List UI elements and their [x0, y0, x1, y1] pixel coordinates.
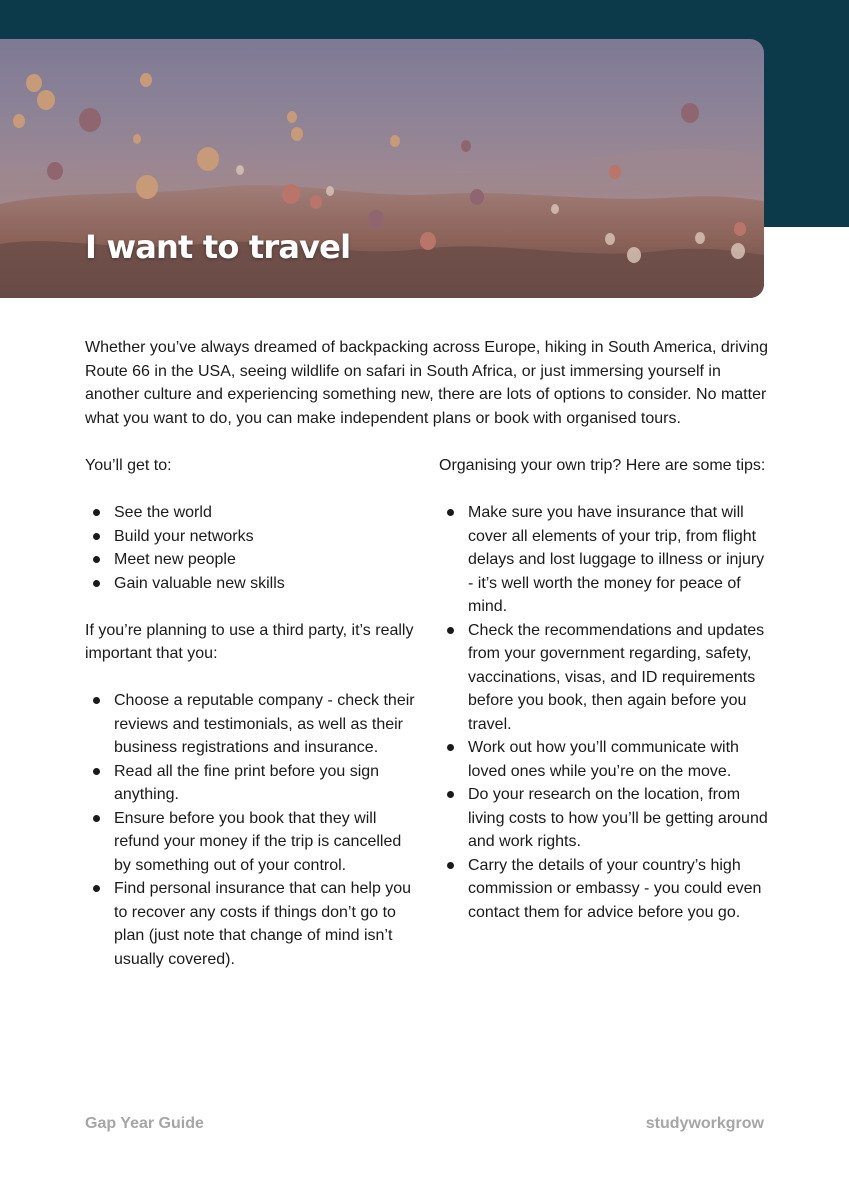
list-item: Make sure you have insurance that will cover all elements of your trip, from flight delays and lost luggage to illness or injury - it’s well worth the money for peace of mind. — [439, 501, 769, 619]
hero-image — [0, 39, 764, 298]
list-item: See the world — [85, 501, 415, 525]
list-item: Find personal insurance that can help you to recover any costs if things don’t go to plan (just note that change of mind isn’t usually covered). — [85, 877, 415, 971]
third-party-list — [85, 689, 415, 971]
bullet-icon — [447, 862, 454, 869]
bullet-icon — [93, 580, 100, 587]
bullet-icon — [447, 509, 454, 516]
list-item: Gain valuable new skills — [85, 572, 415, 596]
footer-brand: studyworkgrow — [645, 1115, 764, 1132]
tips-list — [439, 501, 769, 924]
bullet-icon — [93, 697, 100, 704]
list-item: Carry the details of your country’s high commission or embassy - you could even contact them for advice before you go. — [439, 854, 769, 925]
list-item: Check the recommendations and updates from your government regarding, safety, vaccinations, visas, and ID requirements before you book, then again before you travel. — [439, 619, 769, 737]
list-item: Read all the fine print before you sign anything. — [85, 760, 415, 807]
intro-paragraph: Whether you’ve always dreamed of backpacking across Europe, hiking in South America, driving Route 66 in the USA, seeing wildlife on safari in South Africa, or just immersing yourself in another culture and experiencing something new, there are lots of options to consider. No matter what you want to do, you can make independent plans or book with organised tours. — [85, 339, 769, 427]
bullet-icon — [93, 533, 100, 540]
list-item: Work out how you’ll communicate with loved ones while you’re on the move. — [439, 736, 769, 783]
list-item: Choose a reputable company - check their reviews and testimonials, as well as their business registrations and insurance. — [85, 689, 415, 760]
list-item: Ensure before you book that they will refund your money if the trip is cancelled by something out of your control. — [85, 807, 415, 878]
bullet-icon — [447, 627, 454, 634]
tips-heading: Organising your own trip? Here are some tips: — [439, 457, 766, 474]
list-item: Build your networks — [85, 525, 415, 549]
bullet-icon — [93, 815, 100, 822]
list-item: Do your research on the location, from living costs to how you’ll be getting around and work rights. — [439, 783, 769, 854]
bullet-icon — [93, 556, 100, 563]
page-title: I want to travel — [85, 228, 351, 266]
right-column — [439, 454, 769, 948]
benefits-list — [85, 501, 415, 595]
bullet-icon — [93, 768, 100, 775]
footer-guide-title: Gap Year Guide — [85, 1115, 204, 1132]
left-column — [85, 454, 415, 995]
bullet-icon — [447, 744, 454, 751]
bullet-icon — [93, 509, 100, 516]
list-item: Meet new people — [85, 548, 415, 572]
bullet-icon — [93, 885, 100, 892]
benefits-heading: You’ll get to: — [85, 457, 172, 474]
bullet-icon — [447, 791, 454, 798]
third-party-heading: If you’re planning to use a third party, it’s really important that you: — [85, 621, 414, 662]
